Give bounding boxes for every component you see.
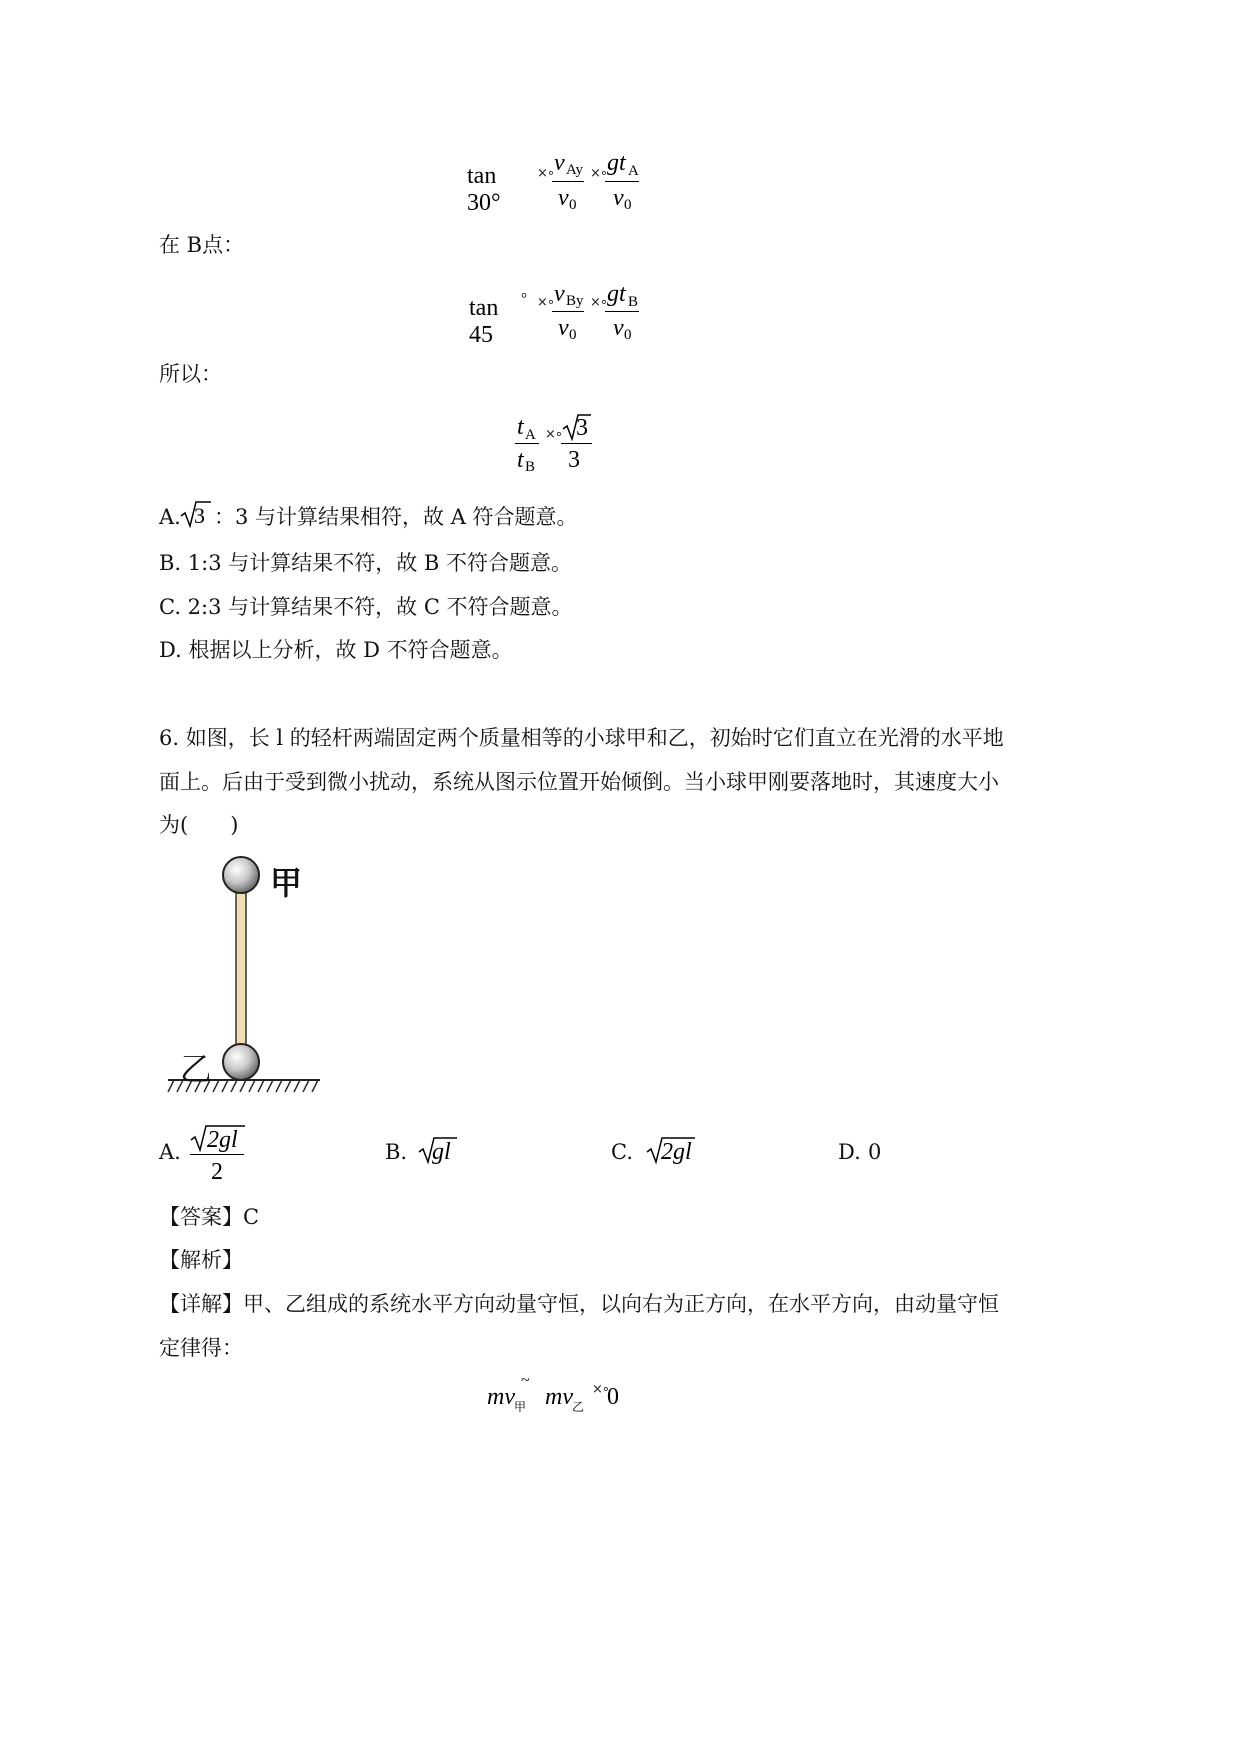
- answer-line: 【答案】C: [159, 1205, 260, 1229]
- numerator-sub: A: [525, 427, 536, 443]
- denominator-var: v: [558, 185, 569, 211]
- question-6-line-3: 为( ): [159, 813, 239, 837]
- fraction-bar: [552, 311, 584, 312]
- question-6-line-1: 6. 如图，长 l 的轻杆两端固定两个质量相等的小球甲和乙，初始时它们直立在光滑的水平地: [159, 726, 1004, 750]
- choice-c-label: C.: [611, 1140, 633, 1164]
- choice-d-value: 0: [868, 1140, 882, 1164]
- numerator-sub: By: [566, 293, 584, 309]
- equals-sign: ×∘: [537, 295, 555, 310]
- numerator-sub: Ay: [566, 162, 583, 178]
- text-so: 所以：: [159, 362, 222, 386]
- numerator-var: gt: [607, 281, 626, 307]
- denominator-sub: B: [525, 459, 536, 475]
- denominator-var: v: [613, 315, 624, 341]
- radicand: gl: [432, 1139, 451, 1165]
- term-1-sub: 甲: [514, 1400, 527, 1414]
- detail-line-2: 定律得：: [159, 1336, 243, 1360]
- radicand: 3: [194, 503, 205, 528]
- text-at-b: 在 B点：: [159, 233, 245, 257]
- rhs-zero: 0: [607, 1384, 619, 1410]
- light-rod: [236, 890, 246, 1058]
- formula-lhs: tan 45: [469, 295, 499, 348]
- numerator-var: v: [554, 150, 565, 176]
- choice-d-label: D.: [838, 1140, 861, 1164]
- fraction-bar: [552, 181, 584, 182]
- equals-sign: ×∘: [545, 427, 563, 442]
- denominator: 3: [568, 447, 580, 473]
- option-b-analysis: B. 1:3 与计算结果不符，故 B 不符合题意。: [159, 551, 573, 575]
- option-c-analysis: C. 2:3 与计算结果不符，故 C 不符合题意。: [159, 595, 573, 619]
- option-a-suffix: ：3 与计算结果相符，故 A 符合题意。: [214, 505, 578, 529]
- equals-sign: ×∘: [537, 166, 555, 181]
- denominator: 2: [211, 1159, 223, 1185]
- minus-sign: ~: [521, 1372, 530, 1389]
- denominator-var: t: [517, 447, 524, 473]
- equals-sign: ×∘: [590, 295, 608, 310]
- radicand: 3: [576, 415, 588, 441]
- term-2: mv: [545, 1384, 573, 1410]
- equals-sign: ×∘: [590, 166, 608, 181]
- fraction-bar: [515, 443, 539, 444]
- denominator-var: v: [558, 315, 569, 341]
- fraction-bar: [605, 181, 639, 182]
- ball-jia: [223, 857, 259, 893]
- detail-line-1: 【详解】甲、乙组成的系统水平方向动量守恒，以向右为正方向，在水平方向，由动量守恒: [159, 1292, 999, 1316]
- term-1: mv: [487, 1384, 515, 1410]
- numerator-sub: B: [628, 294, 639, 310]
- denominator-var: v: [613, 185, 624, 211]
- numerator-var: t: [517, 414, 524, 440]
- ball-yi: [223, 1044, 259, 1080]
- fraction-bar: [190, 1154, 244, 1155]
- numerator-var: v: [554, 281, 565, 307]
- denominator-sub: 0: [624, 197, 632, 213]
- option-a-analysis: [159, 507, 181, 528]
- denominator-sub: 0: [569, 327, 577, 343]
- label-yi: 乙: [180, 1050, 213, 1088]
- analysis-heading: 【解析】: [159, 1248, 243, 1272]
- radicand: 2gl: [661, 1139, 692, 1165]
- denominator-sub: 0: [624, 327, 632, 343]
- formula-lhs: tan 30°: [467, 163, 501, 216]
- choice-a-label: A.: [159, 1140, 181, 1164]
- numerator-sub: A: [628, 163, 639, 179]
- label-jia: 甲: [270, 864, 303, 902]
- fraction-bar: [561, 443, 592, 444]
- denominator-sub: 0: [569, 197, 577, 213]
- question-6-line-2: 面上。后由于受到微小扰动，系统从图示位置开始倾倒。当小球甲刚要落地时，其速度大小: [159, 770, 999, 794]
- choice-b-label: B.: [385, 1140, 408, 1164]
- rod-figure: [160, 848, 325, 1108]
- degree-sign: °: [521, 291, 527, 307]
- numerator-var: gt: [607, 150, 626, 176]
- option-d-analysis: D. 根据以上分析，故 D 不符合题意。: [159, 638, 513, 662]
- term-2-sub: 乙: [572, 1400, 585, 1414]
- radicand: 2gl: [207, 1127, 238, 1153]
- fraction-bar: [605, 311, 639, 312]
- equals-sign: ×∘: [592, 1382, 610, 1397]
- option-a-prefix: A.: [159, 505, 181, 529]
